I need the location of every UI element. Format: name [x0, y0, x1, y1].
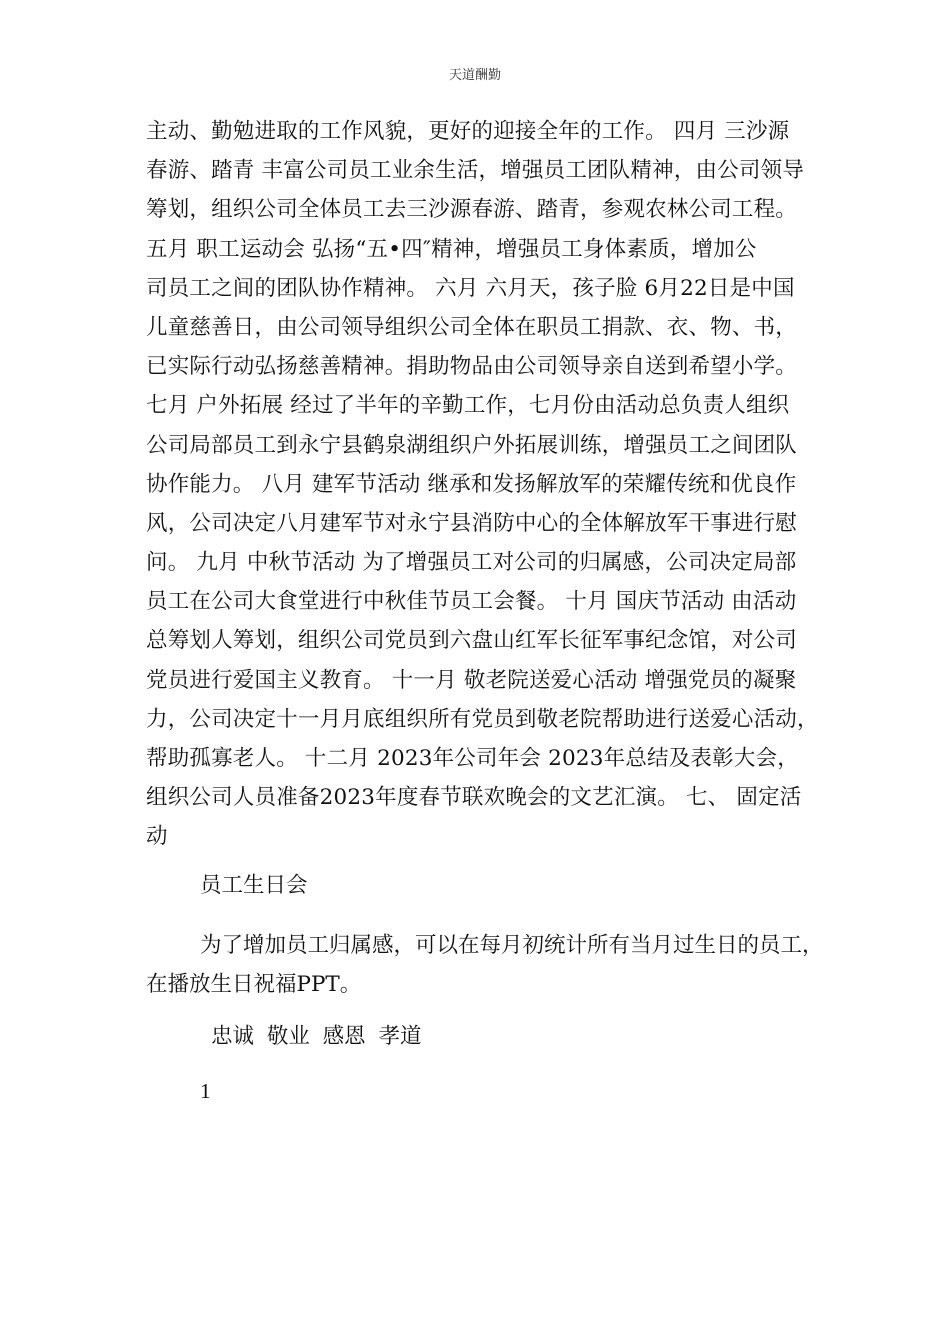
body-line: 力，公司决定十一月月底组织所有党员到敬老院帮助进行送爱心活动， — [146, 706, 819, 732]
body-line: 司员工之间的团队协作精神。 六月 六月天，孩子脸 6月22日是中国 — [146, 275, 795, 301]
body-line: 帮助孤寡老人。 十二月 2023年公司年会 2023年总结及表彰大会， — [146, 746, 799, 771]
section-title: 员工生日会 — [200, 873, 308, 898]
page-number: 1 — [200, 1079, 211, 1103]
body-line: 五月 职工运动会 弘扬“五•四″精神，增强员工身体素质，增加公 — [146, 236, 757, 262]
body-line: 协作能力。 八月 建军节活动 继承和发扬解放军的荣耀传统和优良作 — [146, 471, 797, 497]
body-line: 党员进行爱国主义教育。 十一月 敬老院送爱心活动 增强党员的凝聚 — [146, 667, 797, 693]
body-line: 总筹划人筹划，组织公司党员到六盘山红军长征军事纪念馆，对公司 — [146, 628, 798, 654]
body-line: 筹划，组织公司全体员工去三沙源春游、踏青，参观农林公司工程。 — [146, 197, 798, 223]
body-line: 员工在公司大食堂进行中秋佳节员工会餐。 十月 国庆节活动 由活动 — [146, 589, 797, 615]
body-line: 春游、踏青 丰富公司员工业余生活，增强员工团队精神，由公司领导 — [146, 158, 805, 184]
body-line: 动 — [146, 824, 168, 850]
body-line: 七月 户外拓展 经过了半年的辛勤工作，七月份由活动总负责人组织 — [146, 393, 790, 419]
page-header: 天道酬勤 — [448, 68, 501, 83]
body-line: 风，公司决定八月建军节对永宁县消防中心的全体解放军干事进行慰 — [146, 510, 798, 536]
body-line: 组织公司人员准备2023年度春节联欢晚会的文艺汇演。 七、 固定活 — [146, 785, 802, 811]
body-text — [146, 112, 819, 857]
motto: 忠诚 敬业 感恩 孝道 — [211, 1024, 422, 1049]
body-line: 儿童慈善日，由公司领导组织公司全体在职员工捐款、衣、物、书， — [146, 314, 798, 340]
body-line: 已实际行动弘扬慈善精神。捐助物品由公司领导亲自送到希望小学。 — [146, 354, 798, 380]
body-line: 公司局部员工到永宁县鹤泉湖组织户外拓展训练，增强员工之间团队 — [146, 432, 798, 458]
paragraph-line: 在播放生日祝福PPT。 — [146, 972, 362, 997]
body-line: 主动、勤勉进取的工作风貌，更好的迎接全年的工作。 四月 三沙源 — [146, 119, 790, 144]
paragraph-line: 为了增加员工归属感，可以在每月初统计所有当月过生日的员工， — [200, 933, 824, 958]
body-line: 问。 九月 中秋节活动 为了增强员工对公司的归属感，公司决定局部 — [146, 550, 797, 576]
